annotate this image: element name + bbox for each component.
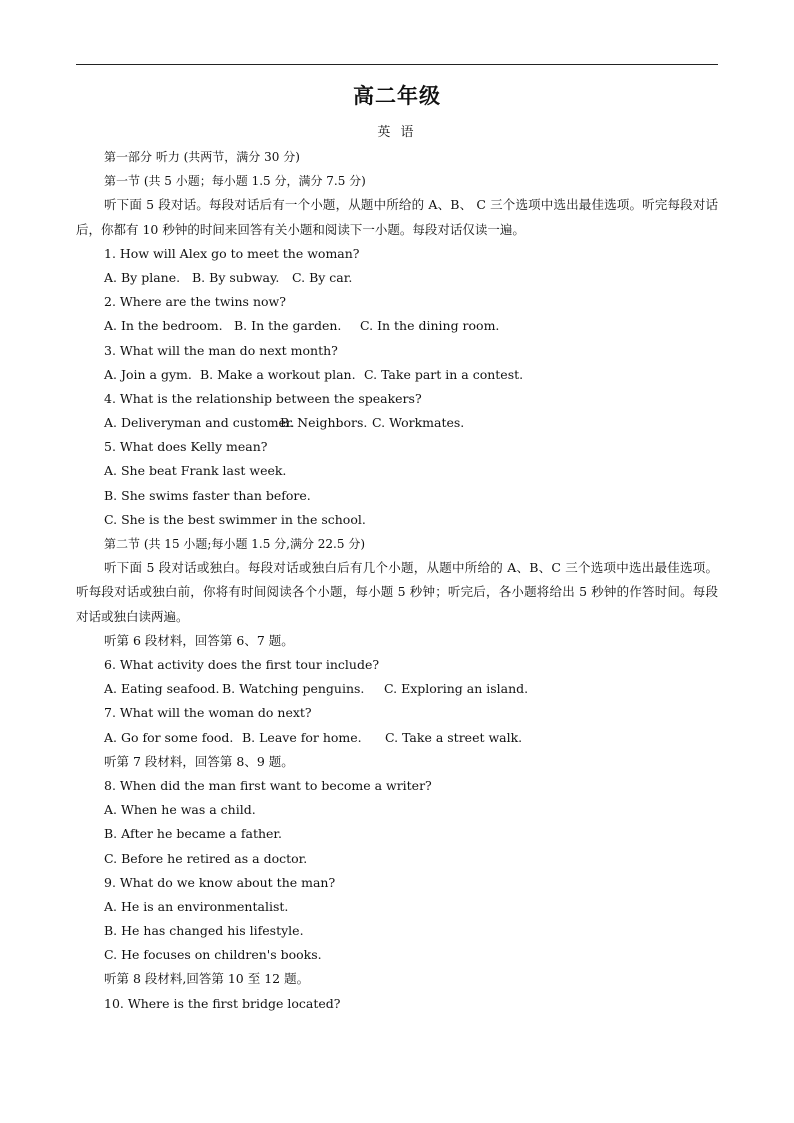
question-2-options xyxy=(104,314,718,338)
option-b: B. By subway. xyxy=(192,269,280,285)
option-b: B. He has changed his lifestyle. xyxy=(104,923,304,939)
option-b: B. After he became a father. xyxy=(104,826,282,842)
question-6: 6. What activity does the first tour include? xyxy=(104,657,380,673)
option-c: C. By car. xyxy=(292,269,353,285)
subject-label: 英 语 xyxy=(377,125,417,140)
page-title: 高二年级 xyxy=(353,84,441,108)
option-a: A. When he was a child. xyxy=(104,802,256,818)
section2-heading: 第二节 (共 15 小题;每小题 1.5 分,满分 22.5 分) xyxy=(104,537,365,552)
section1-instructions: 听下面 5 段对话。每段对话后有一个小题，从题中所给的 A、B、 C 三个选项中选出最佳选项。听完每段对话后，你都有 10 秒钟的时间来回答有关小题和阅读下一小题。每段对话仅读一遍。 xyxy=(76,197,718,237)
question-6-options xyxy=(104,677,718,701)
section1-heading: 第一节 (共 5 小题；每小题 1.5 分，满分 7.5 分) xyxy=(104,174,366,189)
section2-instructions: 听下面 5 段对话或独白。每段对话或独白后有几个小题，从题中所给的 A、B、C 三个选项中选出最佳选项。听每段对话或独白前，你将有时间阅读各个小题，每小题 5 秒钟；听完后，各小题将给出 5 秒钟的作答时间。每段对话或独白读两遍。 xyxy=(76,560,718,624)
option-b: B. She swims faster than before. xyxy=(104,487,311,503)
option-c: C. Exploring an island. xyxy=(384,681,529,697)
question-3-options xyxy=(104,363,718,387)
option-c: C. He focuses on children's books. xyxy=(104,947,322,963)
option-c: C. Take a street walk. xyxy=(385,729,523,745)
question-5: 5. What does Kelly mean? xyxy=(104,439,268,455)
option-c: C. Workmates. xyxy=(372,415,465,431)
option-b: B. In the garden. xyxy=(234,318,342,334)
option-c: C. Before he retired as a doctor. xyxy=(104,850,308,866)
option-a: A. He is an environmentalist. xyxy=(104,898,289,914)
question-10: 10. Where is the first bridge located? xyxy=(104,995,341,1011)
material-6-instruction: 听第 6 段材料，回答第 6、7 题。 xyxy=(104,632,294,648)
option-a: A. Deliveryman and customer. xyxy=(104,415,295,431)
option-a: A. Join a gym. xyxy=(104,366,192,382)
option-b: B. Neighbors. xyxy=(280,415,368,431)
option-c: C. She is the best swimmer in the school. xyxy=(104,511,366,527)
option-c: C. Take part in a contest. xyxy=(364,366,524,382)
option-b: B. Watching penguins. xyxy=(222,681,365,697)
option-a: A. Eating seafood. xyxy=(104,681,220,697)
question-8: 8. When did the man first want to become a writer? xyxy=(104,777,432,793)
question-3: 3. What will the man do next month? xyxy=(104,342,338,358)
question-2: 2. Where are the twins now? xyxy=(104,294,286,310)
material-7-instruction: 听第 7 段材料，回答第 8、9 题。 xyxy=(104,753,294,769)
option-a: A. Go for some food. xyxy=(104,729,234,745)
part1-heading: 第一部分 听力 (共两节，满分 30 分) xyxy=(104,150,300,164)
question-7-options xyxy=(104,726,718,750)
option-a: A. By plane. xyxy=(104,269,181,285)
option-a: A. In the bedroom. xyxy=(104,318,223,334)
option-c: C. In the dining room. xyxy=(360,318,500,334)
option-a: A. She beat Frank last week. xyxy=(104,463,287,479)
header-rule xyxy=(76,64,718,65)
question-7: 7. What will the woman do next? xyxy=(104,705,312,721)
question-1-options xyxy=(104,266,718,290)
option-b: B. Leave for home. xyxy=(242,729,362,745)
question-4-options xyxy=(104,411,718,435)
option-b: B. Make a workout plan. xyxy=(200,366,356,382)
material-8-instruction: 听第 8 段材料,回答第 10 至 12 题。 xyxy=(104,971,310,987)
document-body xyxy=(76,145,718,1016)
question-1: 1. How will Alex go to meet the woman? xyxy=(104,245,360,261)
question-9: 9. What do we know about the man? xyxy=(104,874,336,890)
question-4: 4. What is the relationship between the speakers? xyxy=(104,390,422,406)
